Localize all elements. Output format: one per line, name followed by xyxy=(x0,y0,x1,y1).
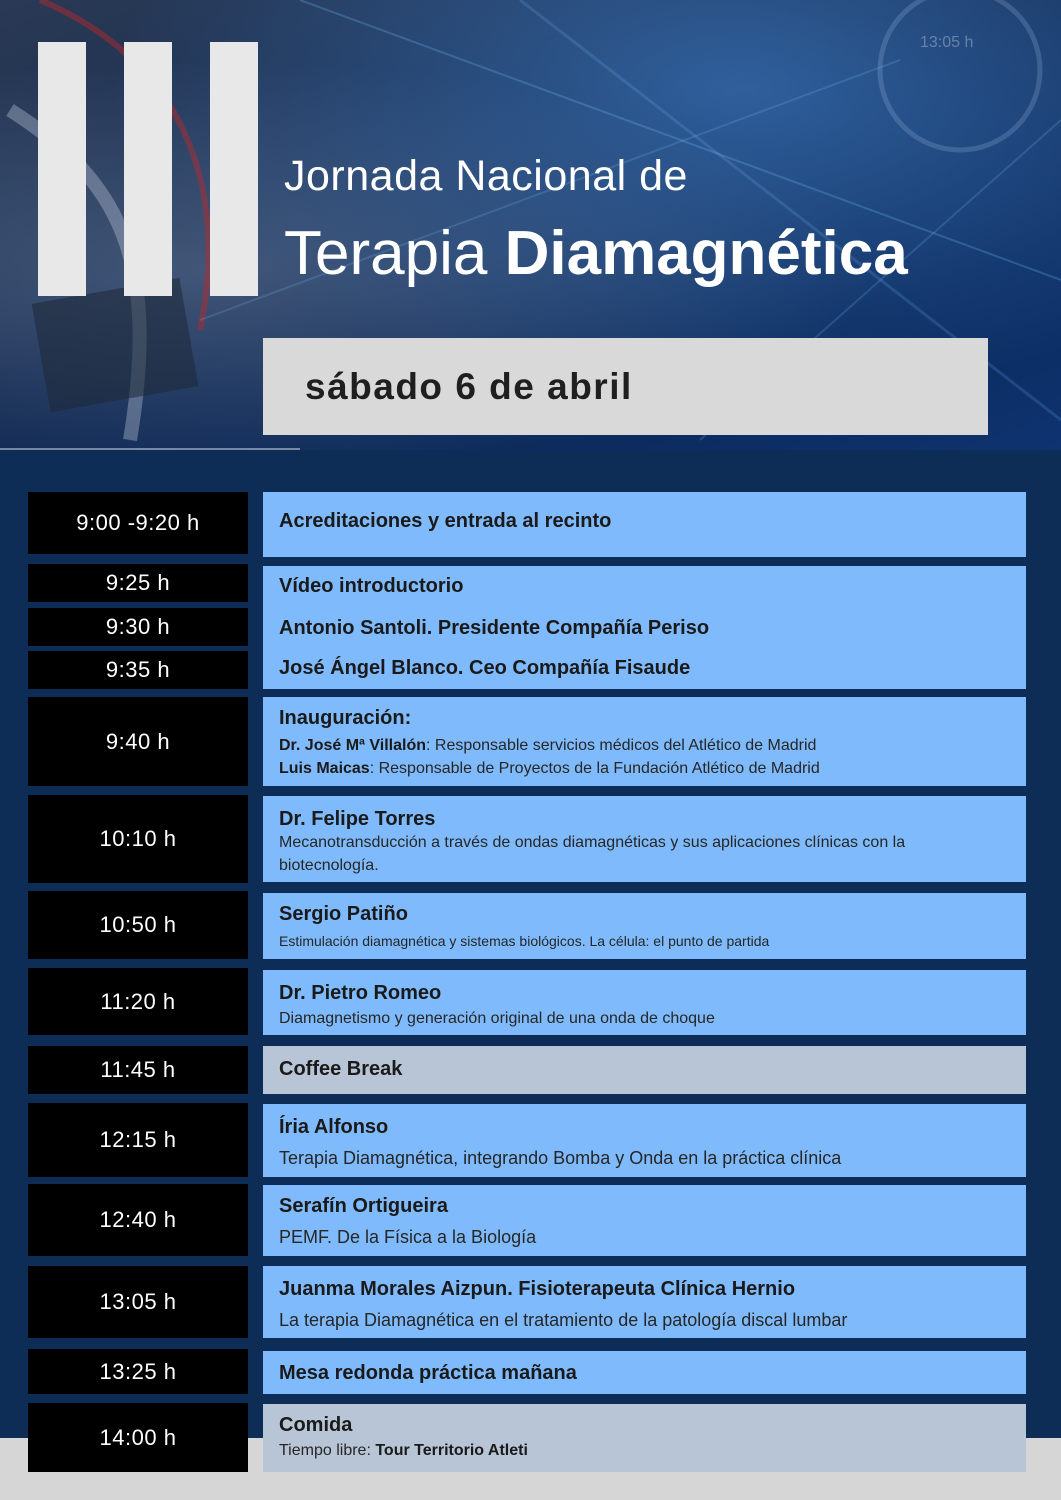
item-title: José Ángel Blanco. Ceo Compañía Fisaude xyxy=(279,657,691,679)
schedule-item xyxy=(263,1185,1026,1256)
time-slot: 9:40 h xyxy=(28,697,248,786)
schedule-item xyxy=(263,492,1026,557)
event-date: sábado 6 de abril xyxy=(305,365,633,407)
item-title: Acreditaciones y entrada al recinto xyxy=(279,510,612,532)
item-subtitle: Mecanotransducción a través de ondas diamagnéticas y sus aplicaciones clínicas con la biotecnología. xyxy=(279,834,906,874)
schedule-item xyxy=(263,970,1026,1035)
event-title-bold: Diamagnética xyxy=(504,219,908,288)
item-subtitle: Estimulación diamagnética y sistemas biológicos. La célula: el punto de partida xyxy=(279,933,770,949)
item-title: Sergio Patiño xyxy=(279,903,408,925)
schedule-item xyxy=(263,796,1026,882)
hero-banner xyxy=(0,0,1061,450)
time-slot: 9:35 h xyxy=(28,651,248,689)
item-subtitle: Diamagnetismo y generación original de una onda de choque xyxy=(279,1010,715,1027)
item-title: Antonio Santoli. Presidente Compañía Periso xyxy=(279,617,710,639)
time-slot: 13:25 h xyxy=(28,1349,248,1394)
time-slot: 11:20 h xyxy=(28,968,248,1035)
schedule-item-lunch xyxy=(263,1404,1026,1472)
schedule-item xyxy=(263,566,1026,689)
time-slot: 9:00 -9:20 h xyxy=(28,492,248,554)
item-subtitle: Tiempo libre: Tour Territorio Atleti xyxy=(279,1442,528,1459)
time-slot: 12:40 h xyxy=(28,1184,248,1256)
item-title: Dr. Pietro Romeo xyxy=(279,982,442,1004)
time-slot: 10:10 h xyxy=(28,795,248,883)
item-title: Vídeo introductorio xyxy=(279,575,464,597)
item-title: Comida xyxy=(279,1414,353,1436)
item-title: Coffee Break xyxy=(279,1058,403,1080)
item-title: Íria Alfonso xyxy=(279,1116,389,1138)
time-slot: 11:45 h xyxy=(28,1046,248,1094)
time-slot: 14:00 h xyxy=(28,1403,248,1472)
item-subtitle: La terapia Diamagnética en el tratamiento de la patología discal lumbar xyxy=(279,1310,848,1330)
time-slot: 13:05 h xyxy=(28,1266,248,1338)
item-subtitle: Terapia Diamagnética, integrando Bomba y Onda en la práctica clínica xyxy=(279,1148,842,1168)
ghost-time-label: 13:05 h xyxy=(920,34,974,51)
schedule-item xyxy=(263,1104,1026,1177)
time-slot: 9:25 h xyxy=(28,564,248,602)
event-title-line2 xyxy=(284,218,908,289)
date-banner xyxy=(263,338,988,435)
roman-numeral-bar-1 xyxy=(38,42,86,296)
schedule-item xyxy=(263,1351,1026,1394)
event-title-light: Terapia xyxy=(284,219,488,288)
item-title: Serafín Ortigueira xyxy=(279,1195,448,1217)
time-slot: 10:50 h xyxy=(28,891,248,959)
item-title: Juanma Morales Aizpun. Fisioterapeuta Clínica Hernio xyxy=(279,1278,796,1300)
schedule-item xyxy=(263,1266,1026,1338)
item-title: Inauguración: xyxy=(279,707,412,729)
item-subtitle: Dr. José Mª Villalón: Responsable servicios médicos del Atlético de Madrid xyxy=(279,737,817,754)
roman-numeral-bar-2 xyxy=(124,42,172,296)
item-title: Dr. Felipe Torres xyxy=(279,808,436,830)
schedule-item xyxy=(263,697,1026,786)
schedule-item xyxy=(263,893,1026,959)
time-slot: 12:15 h xyxy=(28,1103,248,1177)
time-slot: 9:30 h xyxy=(28,608,248,646)
item-title: Mesa redonda práctica mañana xyxy=(279,1362,577,1384)
item-subtitle: PEMF. De la Física a la Biología xyxy=(279,1227,537,1247)
roman-numeral-bar-3 xyxy=(210,42,258,296)
schedule-item-break xyxy=(263,1046,1026,1094)
event-title-line1: Jornada Nacional de xyxy=(284,152,688,200)
item-subtitle: Luis Maicas: Responsable de Proyectos de la Fundación Atlético de Madrid xyxy=(279,760,820,777)
